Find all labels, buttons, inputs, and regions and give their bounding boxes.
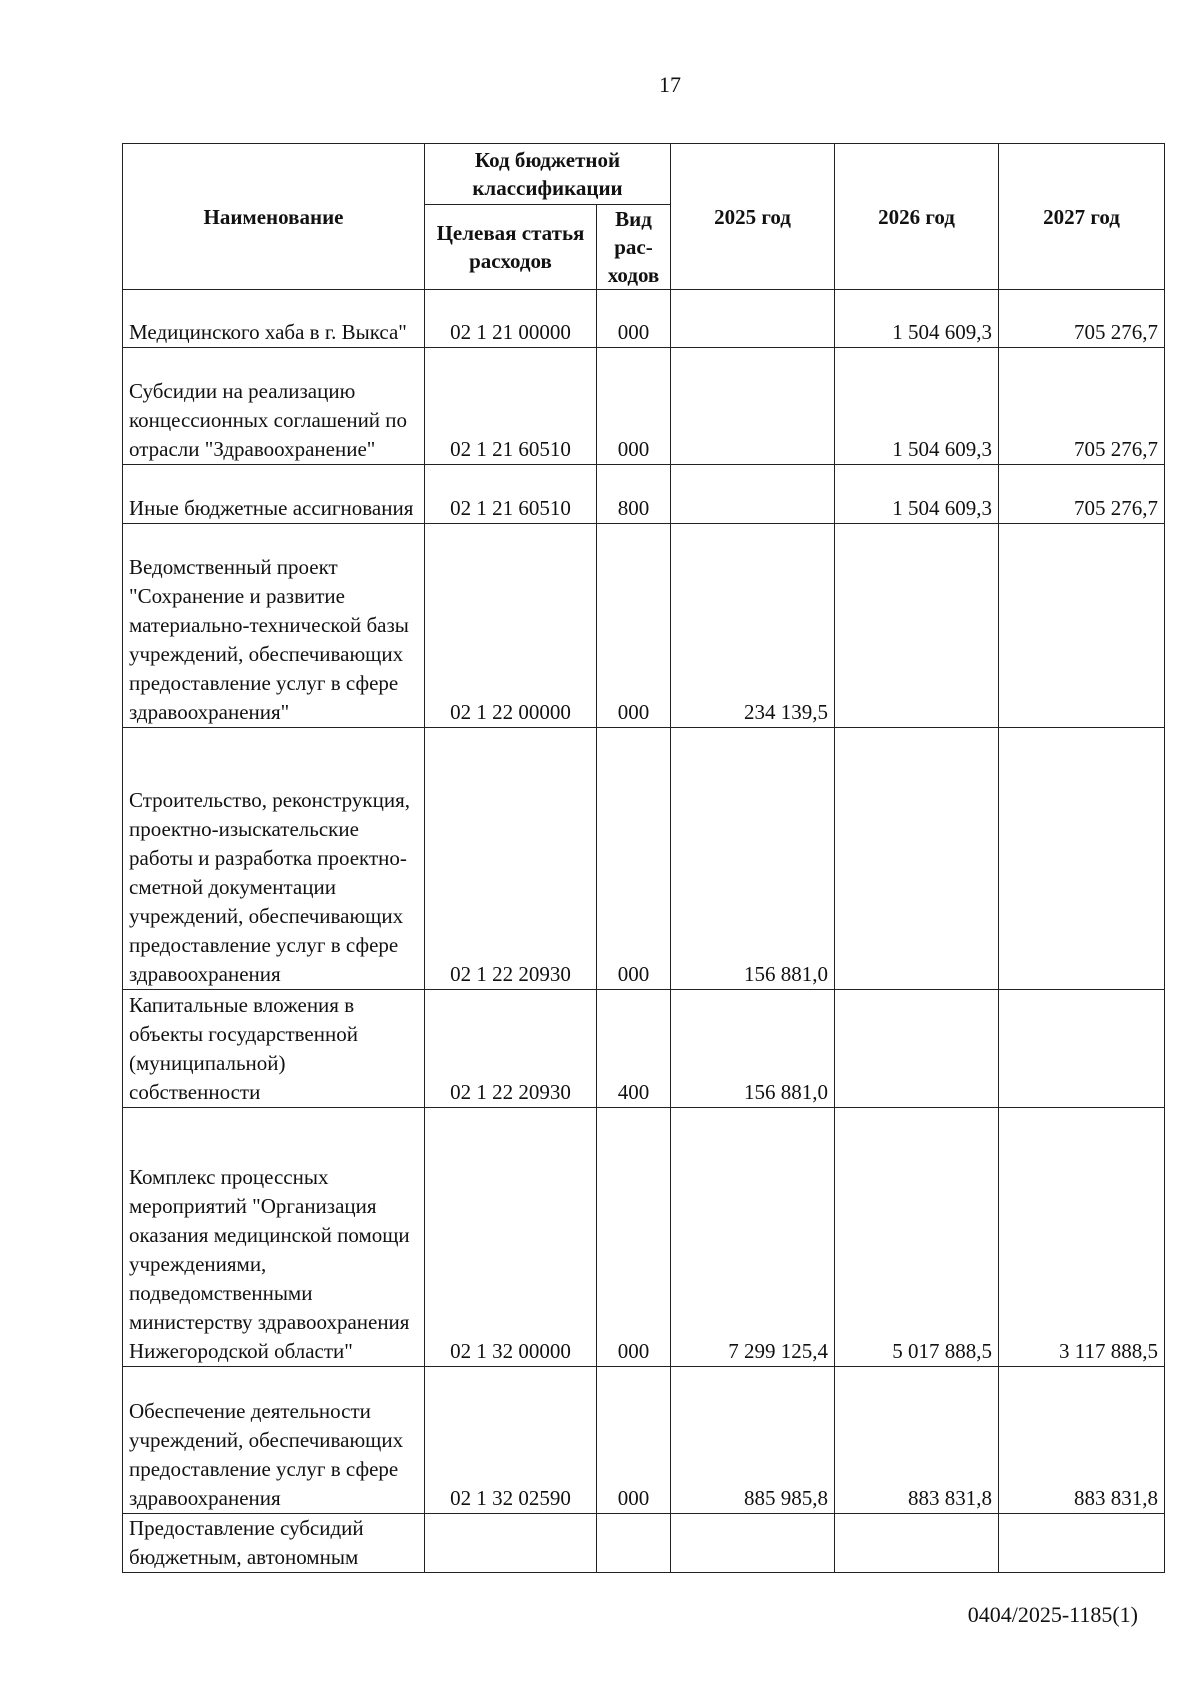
table-row [123,1367,1165,1514]
row-2027: 3 117 888,5 [999,1108,1165,1367]
header-bcc: Код бюджетной классификации [425,144,671,205]
row-2027: 705 276,7 [999,348,1165,465]
row-2025: 156 881,0 [671,728,835,990]
row-type: 000 [597,348,671,465]
table-row [123,290,1165,348]
row-type: 000 [597,1108,671,1367]
row-code: 02 1 32 00000 [425,1108,597,1367]
row-type: 400 [597,990,671,1108]
row-code: 02 1 21 60510 [425,348,597,465]
row-name: Обеспечение деятельности учреждений, обеспечивающих предоставление услуг в сфере здравоохранения [123,1367,425,1514]
row-2026: 5 017 888,5 [835,1108,999,1367]
row-code: 02 1 32 02590 [425,1367,597,1514]
page-number: 17 [659,72,681,97]
table-row [123,1514,1165,1573]
row-2027 [999,524,1165,728]
row-2025 [671,465,835,524]
row-name: Субсидии на реализацию концессионных соглашений по отрасли "Здравоохранение" [123,348,425,465]
budget-table [122,143,1165,1573]
row-code [425,1514,597,1573]
row-2025 [671,348,835,465]
row-2027: 705 276,7 [999,465,1165,524]
row-name: Ведомственный проект "Сохранение и развитие материально-технической базы учреждений, обеспечивающих предоставление услуг в сфере здравоохранения" [123,524,425,728]
row-2027 [999,990,1165,1108]
table-row [123,1108,1165,1367]
row-type [597,1514,671,1573]
header-type: Вид рас-ходов [597,205,671,290]
row-name: Капитальные вложения в объекты государственной (муниципальной) собственности [123,990,425,1108]
row-type: 000 [597,524,671,728]
row-name: Предоставление субсидий бюджетным, автономным [123,1514,425,1573]
row-code: 02 1 21 00000 [425,290,597,348]
row-2025: 156 881,0 [671,990,835,1108]
row-2025: 885 985,8 [671,1367,835,1514]
row-2026: 1 504 609,3 [835,290,999,348]
table-row [123,728,1165,990]
table-row [123,465,1165,524]
table-row [123,524,1165,728]
row-2026: 883 831,8 [835,1367,999,1514]
row-type: 000 [597,290,671,348]
row-2027 [999,1514,1165,1573]
row-name: Строительство, реконструкция, проектно-изыскательские работы и разработка проектно-сметной документации учреждений, обеспечивающих предоставление услуг в сфере здравоохранения [123,728,425,990]
row-2026 [835,990,999,1108]
row-name: Комплекс процессных мероприятий "Организация оказания медицинской помощи учреждениями, подведомственными министерству здравоохранения Нижегородской области" [123,1108,425,1367]
row-code: 02 1 21 60510 [425,465,597,524]
row-2026: 1 504 609,3 [835,465,999,524]
row-2026 [835,1514,999,1573]
row-code: 02 1 22 20930 [425,990,597,1108]
row-type: 000 [597,728,671,990]
row-2027: 705 276,7 [999,290,1165,348]
row-2025: 7 299 125,4 [671,1108,835,1367]
row-2025 [671,290,835,348]
row-2027: 883 831,8 [999,1367,1165,1514]
header-2025: 2025 год [671,144,835,290]
row-code: 02 1 22 20930 [425,728,597,990]
row-2026: 1 504 609,3 [835,348,999,465]
row-code: 02 1 22 00000 [425,524,597,728]
header-2026: 2026 год [835,144,999,290]
document-code: 0404/2025-1185(1) [967,1602,1138,1627]
row-type: 000 [597,1367,671,1514]
header-2027: 2027 год [999,144,1165,290]
table-row [123,990,1165,1108]
row-name: Медицинского хаба в г. Выкса" [123,290,425,348]
row-2025 [671,1514,835,1573]
row-2027 [999,728,1165,990]
row-2026 [835,524,999,728]
table-row [123,348,1165,465]
row-name: Иные бюджетные ассигнования [123,465,425,524]
header-name: Наименование [123,144,425,290]
row-type: 800 [597,465,671,524]
row-2025: 234 139,5 [671,524,835,728]
header-target: Целевая статья расходов [425,205,597,290]
row-2026 [835,728,999,990]
